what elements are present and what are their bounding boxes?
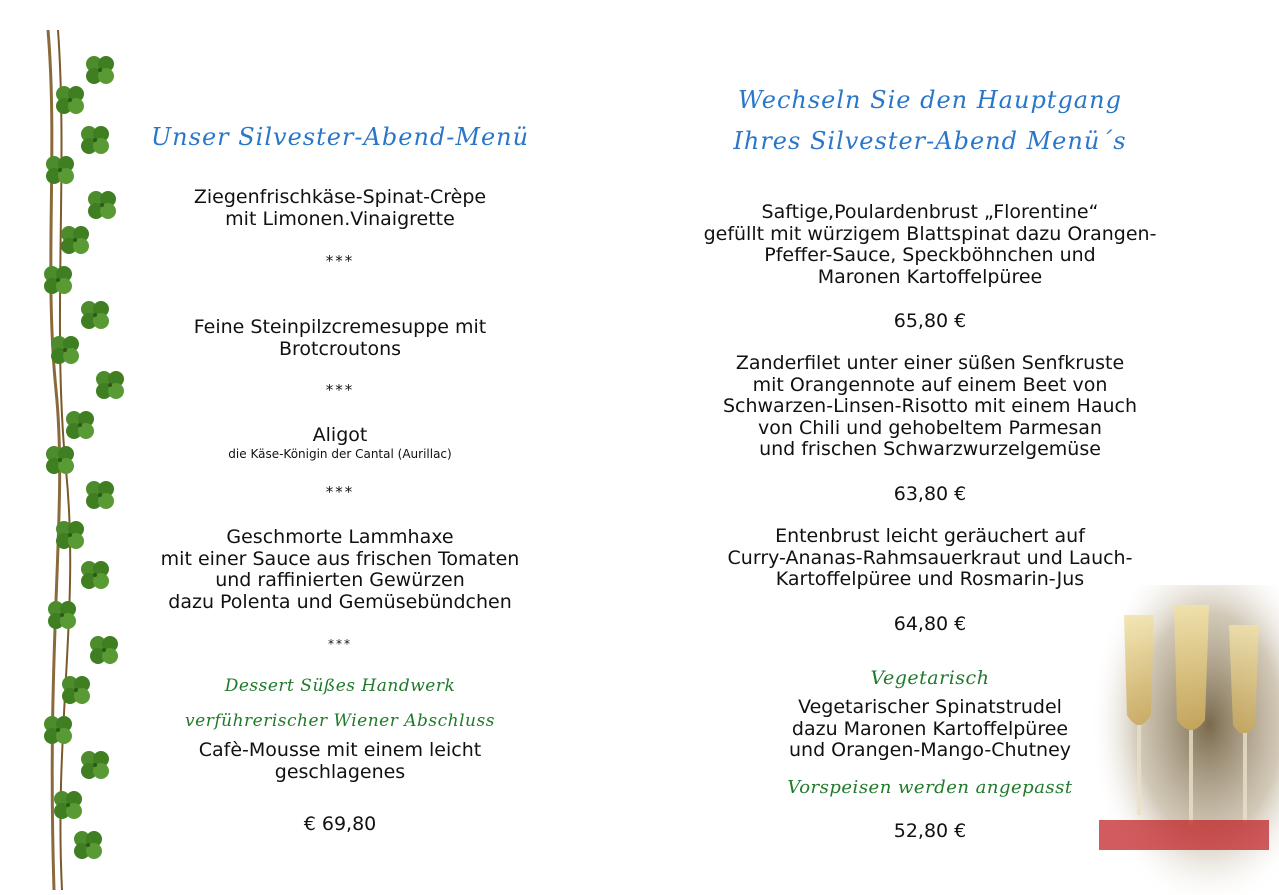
dish-line: Curry-Ananas-Rahmsauerkraut und Lauch- (727, 546, 1133, 569)
duck-price: 64,80 € (893, 613, 967, 635)
dish-line: Entenbrust leicht geräuchert auf (775, 525, 1085, 547)
dish-line: gefüllt mit würzigem Blattspinat dazu Orangen- (703, 222, 1157, 245)
dish-line: Kartoffelpüree und Rosmarin-Jus (775, 568, 1085, 590)
vegetarian-price: 52,80 € (893, 820, 967, 842)
alternatives-title-line: Wechseln Sie den Hauptgang (738, 86, 1122, 114)
dessert-subheading: verführerischer Wiener Abschluss (185, 711, 495, 731)
dish-line: mit Orangennote auf einem Beet von (752, 373, 1108, 396)
dish-line: Zanderfilet unter einer süßen Senfkruste (735, 352, 1125, 374)
course-separator: *** (325, 252, 355, 270)
soup-line: Brotcroutons (278, 337, 402, 360)
dish-line: Pfeffer-Sauce, Speckböhnchen und (764, 244, 1096, 266)
dish-line: und frischen Schwarzwurzelgemüse (759, 438, 1101, 460)
main-line: dazu Polenta und Gemüsebündchen (168, 590, 512, 613)
main-dish (140, 527, 540, 613)
duck-dish (690, 526, 1170, 591)
starters-adjusted-note: Vorspeisen werden angepasst (787, 777, 1073, 798)
dish-line: Vegetarischer Spinatstrudel (798, 696, 1062, 718)
course-separator: *** (328, 637, 352, 651)
poularde-price: 65,80 € (893, 310, 967, 332)
course-separator: *** (325, 381, 355, 399)
dessert-line: Cafè-Mousse mit einem leicht (198, 739, 482, 761)
zander-price: 63,80 € (893, 483, 967, 505)
dish-line: von Chili und gehobeltem Parmesan (758, 416, 1102, 439)
vegetarian-dish (690, 697, 1170, 762)
alternatives-title-line: Ihres Silvester-Abend Menü´s (733, 127, 1127, 155)
cheese-dish-title: Aligot (312, 424, 368, 446)
cheese-dish-subtitle: die Käse-Königin der Cantal (Aurillac) (228, 447, 452, 461)
course-separator: *** (325, 483, 355, 501)
main-line: Geschmorte Lammhaxe (226, 526, 454, 548)
set-menu-title: Unser Silvester-Abend-Menü (150, 123, 530, 151)
dessert-dish (140, 740, 540, 783)
vegetarian-heading: Vegetarisch (870, 667, 990, 689)
main-line: mit einer Sauce aus frischen Tomaten (160, 547, 520, 570)
dish-line: Maronen Kartoffelpüree (817, 265, 1043, 288)
dish-line: Saftige,Poulardenbrust „Florentine“ (761, 201, 1099, 223)
soup-dish (140, 317, 540, 360)
clover-border-decoration (40, 30, 130, 890)
dish-line: und Orangen-Mango-Chutney (788, 739, 1072, 761)
starter-line: Ziegenfrischkäse-Spinat-Crèpe (193, 186, 487, 208)
dish-line: Schwarzen-Linsen-Risotto mit einem Hauch (722, 395, 1138, 417)
set-menu-price: € 69,80 (303, 813, 377, 835)
starter-dish (140, 187, 540, 230)
alternatives-title (690, 80, 1170, 162)
dessert-line: geschlagenes (274, 760, 406, 783)
soup-line: Feine Steinpilzcremesuppe mit (193, 316, 487, 338)
zander-dish (690, 353, 1170, 461)
starter-line: mit Limonen.Vinaigrette (225, 207, 455, 230)
main-line: und raffinierten Gewürzen (215, 569, 465, 591)
dish-line: dazu Maronen Kartoffelpüree (791, 717, 1069, 740)
poularde-dish (690, 202, 1170, 288)
dessert-heading: Dessert Süßes Handwerk (224, 676, 456, 696)
